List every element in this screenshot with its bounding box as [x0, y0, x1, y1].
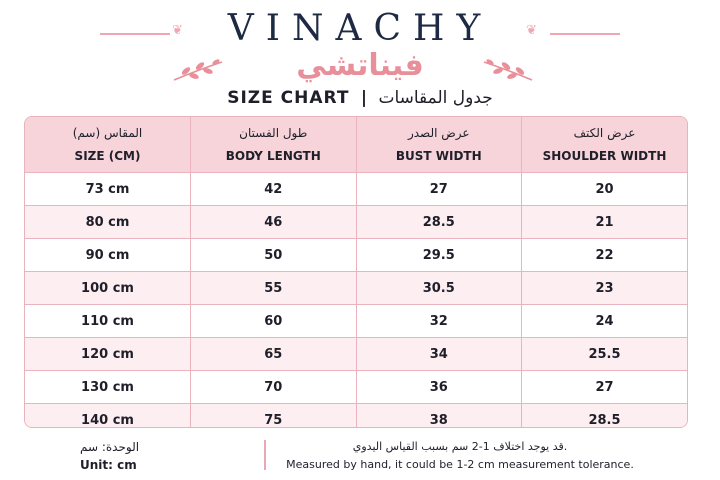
table-cell: 27 — [522, 371, 688, 404]
table-cell: 90 cm — [25, 239, 191, 272]
table-cell: 70 — [191, 371, 357, 404]
table-cell: 120 cm — [25, 338, 191, 371]
table-cell: 28.5 — [522, 404, 688, 429]
table-cell: 28.5 — [356, 206, 522, 239]
column-header-en: BODY LENGTH — [225, 148, 321, 163]
table-cell: 100 cm — [25, 272, 191, 305]
column-header — [191, 117, 357, 173]
table-cell: 29.5 — [356, 239, 522, 272]
table-cell: 38 — [356, 404, 522, 429]
column-header — [356, 117, 522, 173]
column-header-ar: طول الفستان — [239, 125, 308, 140]
measurement-note-ar: قد يوجد اختلاف 1-2 سم بسبب القياس اليدوي. — [352, 440, 568, 453]
table-cell: 50 — [191, 239, 357, 272]
butterfly-icon: ❦ — [526, 23, 537, 38]
column-header — [25, 117, 191, 173]
table-cell: 27 — [356, 173, 522, 206]
table-row — [25, 404, 687, 429]
decorative-line-right — [550, 33, 620, 35]
table-cell: 22 — [522, 239, 688, 272]
table-cell: 25.5 — [522, 338, 688, 371]
table-cell: 30.5 — [356, 272, 522, 305]
table-row — [25, 305, 687, 338]
unit-note-en: Unit: cm — [80, 458, 137, 472]
title-en: SIZE CHART — [227, 88, 350, 108]
column-header-ar: عرض الصدر — [407, 125, 470, 140]
table-cell: 130 cm — [25, 371, 191, 404]
table-row — [25, 173, 687, 206]
table-cell: 20 — [522, 173, 688, 206]
table-cell: 24 — [522, 305, 688, 338]
table-cell: 110 cm — [25, 305, 191, 338]
table-cell: 140 cm — [25, 404, 191, 429]
title-separator: | — [360, 88, 368, 108]
table-cell: 32 — [356, 305, 522, 338]
table-cell: 46 — [191, 206, 357, 239]
column-header-ar: عرض الكتف — [573, 125, 636, 140]
column-header-en: BUST WIDTH — [395, 148, 482, 163]
brand-logo-en: VINACHY — [227, 8, 493, 49]
butterfly-icon: ❦ — [172, 23, 183, 38]
table-cell: 34 — [356, 338, 522, 371]
table-cell: 60 — [191, 305, 357, 338]
table-cell: 65 — [191, 338, 357, 371]
table-row — [25, 239, 687, 272]
measurement-note — [280, 438, 640, 474]
table-cell: 42 — [191, 173, 357, 206]
table-row — [25, 338, 687, 371]
table-cell: 73 cm — [25, 173, 191, 206]
table-row — [25, 206, 687, 239]
table-cell: 55 — [191, 272, 357, 305]
table-cell: 80 cm — [25, 206, 191, 239]
table-cell: 21 — [522, 206, 688, 239]
table-cell: 75 — [191, 404, 357, 429]
column-header-en: SIZE (CM) — [74, 148, 141, 163]
page-title — [0, 88, 720, 108]
table-row — [25, 371, 687, 404]
table-row — [25, 272, 687, 305]
unit-note-ar: الوحدة: سم — [80, 440, 140, 454]
brand-logo-ar: فيناتشي — [296, 48, 424, 83]
table-cell: 23 — [522, 272, 688, 305]
size-chart-table — [24, 116, 688, 428]
footer-divider — [264, 440, 266, 470]
leaf-sprig-icon — [482, 58, 534, 82]
measurement-note-en: Measured by hand, it could be 1-2 cm measurement tolerance. — [286, 458, 634, 471]
table-cell: 36 — [356, 371, 522, 404]
table-header-row — [25, 117, 687, 173]
unit-note — [80, 438, 139, 474]
column-header — [522, 117, 688, 173]
title-ar: جدول المقاسات — [378, 88, 493, 108]
column-header-en: SHOULDER WIDTH — [542, 148, 667, 163]
column-header-ar: المقاس (سم) — [72, 125, 143, 140]
